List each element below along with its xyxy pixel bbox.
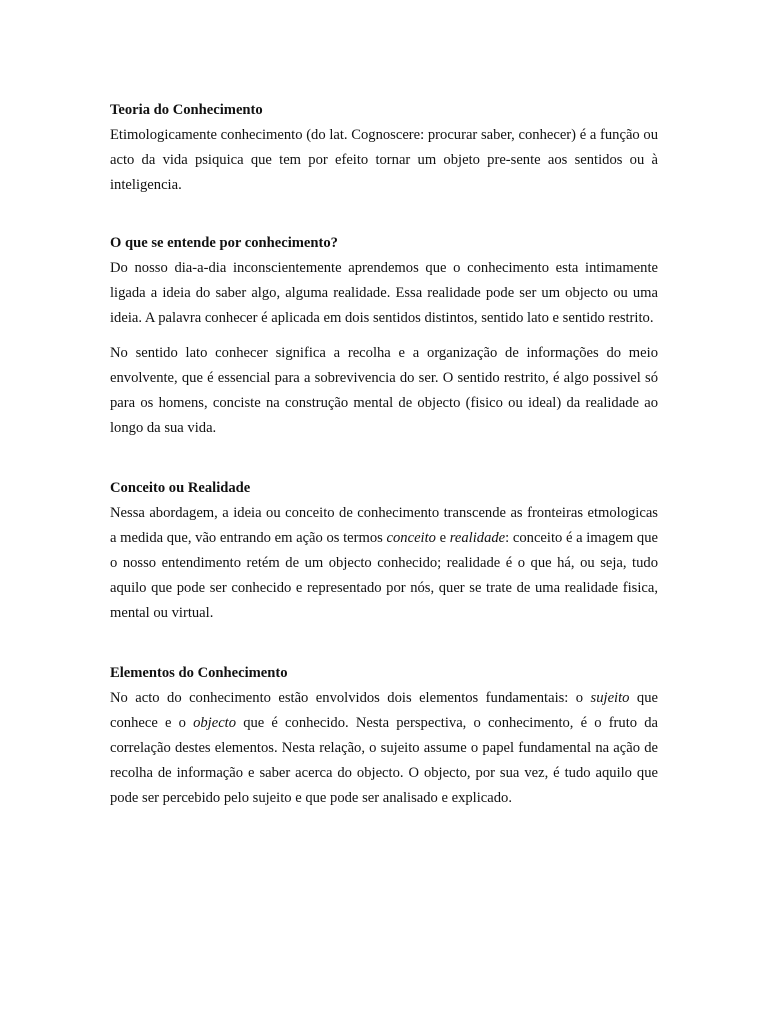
section-paragraph: Etimologicamente conhecimento (do lat. Cognoscere: procurar saber, conhecer) é a função ou acto da vida psiquica que tem por efeito tornar um objeto pre-sente aos sentidos ou à inteligencia. [110, 127, 658, 193]
section-heading: Elementos do Conhecimento [110, 665, 288, 681]
paragraph-text: No acto do conhecimento estão envolvidos dois elementos fundamentais: o [110, 690, 591, 706]
section-heading: Conceito ou Realidade [110, 480, 251, 496]
paragraph-text: que é conhecido. Nesta perspectiva, o conhecimento, é o fruto da correlação destes elementos. Nesta relação, o sujeito assume o papel fundamental na ação de recolha de informação e saber acerca do objecto. O objecto, por sua vez, é tudo aquilo que pode ser percebido pelo sujeito e que pode ser analisado e explicado. [110, 715, 658, 806]
section-teoria-do-conhecimento [110, 98, 658, 198]
paragraph-text: e [435, 530, 450, 546]
emphasis-term-realidade: realidade [449, 530, 506, 546]
paragraph-text: que conhece e o [110, 690, 658, 731]
document-body [110, 98, 658, 811]
section-paragraph: No sentido lato conhecer significa a recolha e a organização de informações do meio envolvente, que é essencial para a sobrevivencia do ser. O sentido restrito, é algo possivel só para os homens, conciste na construção mental de objecto (fisico ou ideal) da realidade ao longo da sua vida. [110, 345, 658, 436]
section-elementos-do-conhecimento [110, 661, 658, 811]
section-conceito-ou-realidade [110, 476, 658, 626]
section-paragraph [110, 501, 658, 626]
paragraph-text: Nessa abordagem, a ideia ou conceito de conhecimento transcende as fronteiras etmologicas a medida que, vão entrando em ação os termos [110, 505, 658, 546]
emphasis-term-sujeito: sujeito [590, 690, 630, 706]
section-o-que-se-entende [110, 231, 658, 441]
paragraph-text: : conceito é a imagem que o nosso entendimento retém de um objecto conhecido; realidade é o que há, ou seja, tudo aquilo que pode ser conhecido e representado por nós, quer se trate de uma realidade fisica, mental ou virtual. [110, 530, 658, 621]
section-paragraph: Do nosso dia-a-dia inconscientemente aprendemos que o conhecimento esta intimamente ligada a ideia do saber algo, alguma realidade. Essa realidade pode ser um objecto ou uma ideia. A palavra conhecer é aplicada em dois sentidos distintos, sentido lato e sentido restrito. [110, 260, 658, 326]
section-heading: Teoria do Conhecimento [110, 102, 263, 118]
emphasis-term-conceito: conceito [386, 530, 436, 546]
section-heading: O que se entende por conhecimento? [110, 235, 338, 251]
emphasis-term-objecto: objecto [193, 715, 237, 731]
section-paragraph [110, 686, 658, 811]
